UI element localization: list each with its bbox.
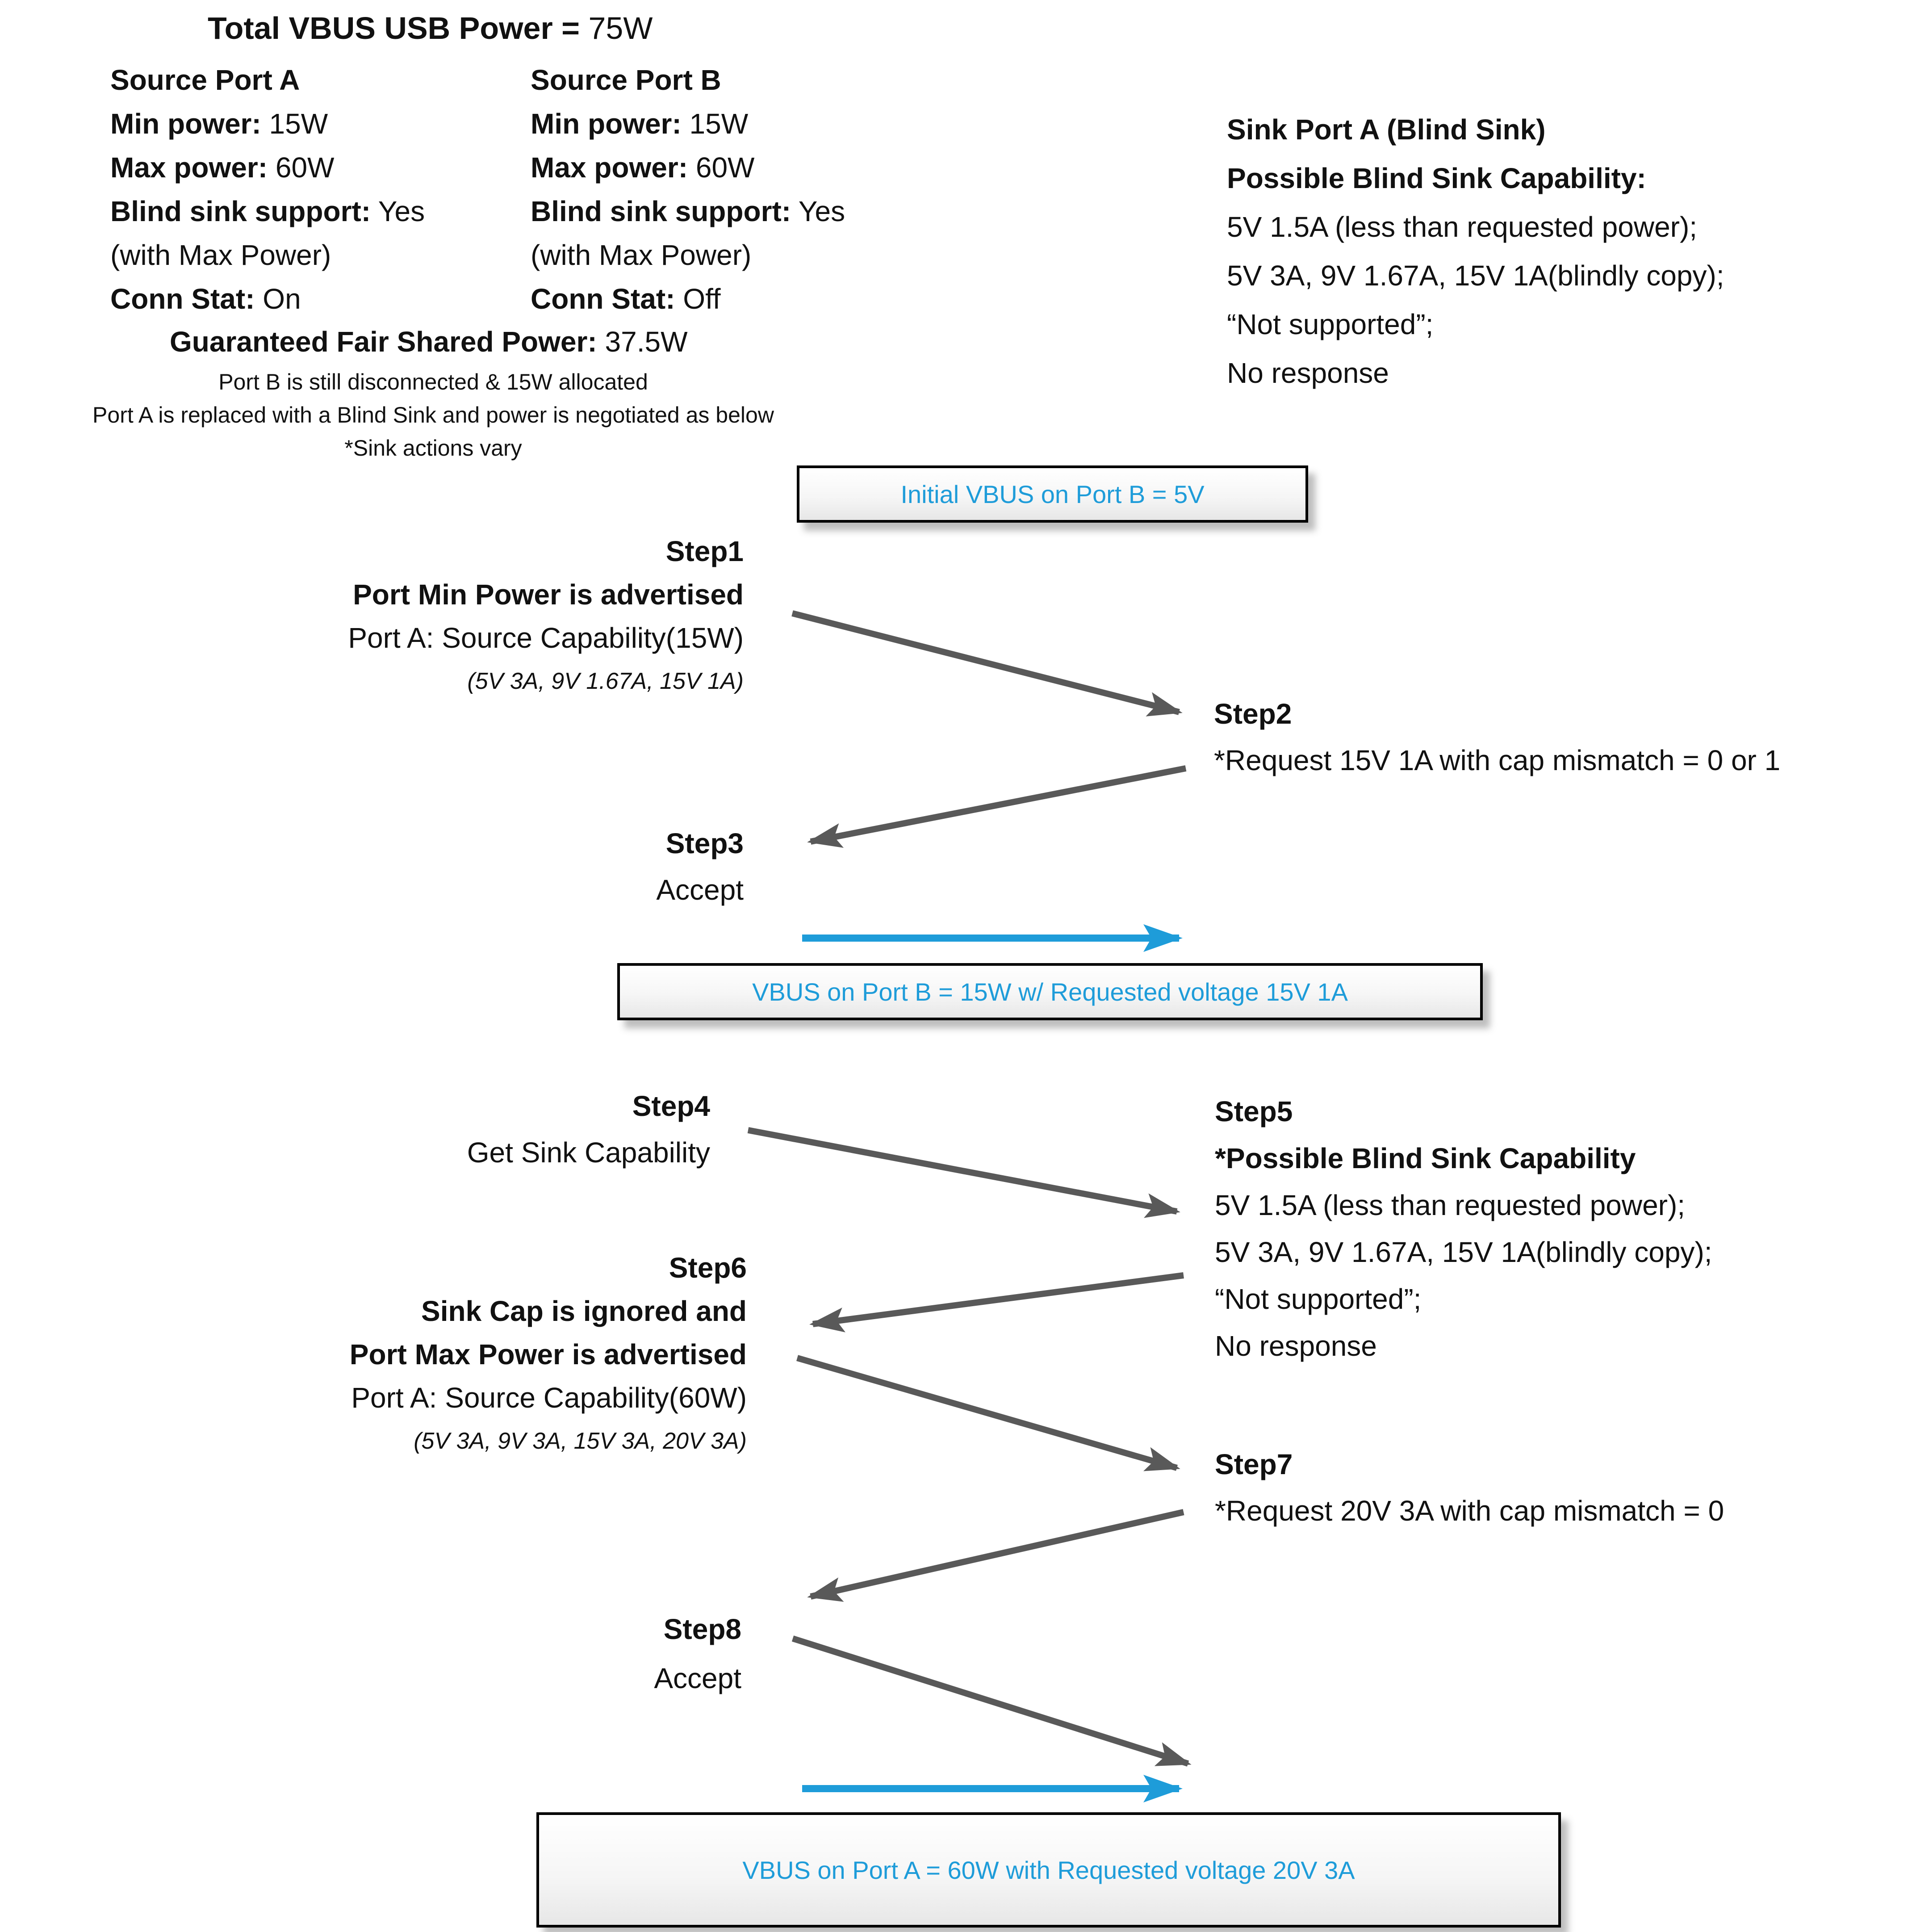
step6-title: Step6: [669, 1252, 747, 1284]
port-a-max-power: Max power: 60W: [110, 151, 335, 184]
arrow-step4-to-step5: [748, 1130, 1177, 1211]
sink-subtitle: Possible Blind Sink Capability:: [1227, 162, 1646, 194]
port-b-blind-sink: Blind sink support: Yes: [531, 195, 845, 227]
step4-line1: Get Sink Capability: [467, 1136, 710, 1169]
banner-initial-vbus: [797, 465, 1308, 523]
arrow-step8-to-accept-result: [793, 1639, 1188, 1764]
sink-title: Sink Port A (Blind Sink): [1227, 113, 1546, 146]
port-b-min-power: Min power: 15W: [531, 108, 749, 140]
note-port-b-disconnected: Port B is still disconnected & 15W allocated: [218, 369, 648, 394]
port-b-conn-stat: Conn Stat: Off: [531, 283, 721, 315]
step5-line1: *Possible Blind Sink Capability: [1215, 1142, 1636, 1174]
sink-port-a-info: [1227, 105, 1724, 398]
step5-title: Step5: [1215, 1095, 1293, 1127]
step1-line2: Port A: Source Capability(15W): [348, 622, 744, 654]
step6-line2: Port Max Power is advertised: [349, 1338, 747, 1370]
step5-line2: 5V 1.5A (less than requested power);: [1215, 1189, 1686, 1221]
step4-block: [467, 1083, 710, 1176]
guaranteed-fair-shared-power: Guaranteed Fair Shared Power: 37.5W: [170, 326, 688, 358]
step6-line1: Sink Cap is ignored and: [421, 1295, 747, 1327]
arrow-step7-to-step8: [811, 1512, 1184, 1597]
port-a-title: Source Port A: [110, 64, 300, 96]
step6-block: [350, 1246, 747, 1463]
sink-cap-option-4: No response: [1227, 357, 1389, 389]
diagram-title: [208, 8, 653, 48]
step1-line3: (5V 3A, 9V 1.67A, 15V 1A): [467, 668, 744, 694]
port-b-max-power: Max power: 60W: [531, 151, 755, 184]
step5-block: [1215, 1088, 1712, 1370]
banner-vbus-port-a: [536, 1812, 1561, 1928]
port-a-blind-sink: Blind sink support: Yes: [110, 195, 425, 227]
title-label: Total VBUS USB Power =: [208, 11, 580, 46]
step1-block: [348, 530, 744, 703]
arrow-step6-to-step7: [797, 1358, 1177, 1468]
step7-title: Step7: [1215, 1448, 1293, 1480]
step4-title: Step4: [632, 1090, 710, 1122]
step6-line3: Port A: Source Capability(60W): [351, 1382, 747, 1414]
port-a-note: (with Max Power): [110, 239, 331, 271]
step7-block: [1215, 1441, 1724, 1534]
sink-cap-option-2: 5V 3A, 9V 1.67A, 15V 1A(blindly copy);: [1227, 260, 1724, 292]
port-a-min-power: Min power: 15W: [110, 108, 328, 140]
step5-line3: 5V 3A, 9V 1.67A, 15V 1A(blindly copy);: [1215, 1236, 1712, 1268]
step2-line1: *Request 15V 1A with cap mismatch = 0 or 1: [1214, 744, 1781, 776]
sink-cap-option-3: “Not supported”;: [1227, 308, 1434, 340]
step5-line5: No response: [1215, 1330, 1377, 1362]
scenario-notes: [0, 365, 866, 465]
arrow-step5-to-step6: [813, 1275, 1184, 1324]
title-value: 75W: [580, 11, 653, 46]
step8-title: Step8: [663, 1613, 741, 1645]
banner-vbus-port-b-text: VBUS on Port B = 15W w/ Requested voltage 15V 1A: [752, 977, 1348, 1006]
banner-vbus-port-a-text: VBUS on Port A = 60W with Requested voltage 20V 3A: [742, 1856, 1355, 1884]
step8-block: [654, 1605, 741, 1703]
source-port-a-info: [110, 58, 425, 321]
note-sink-actions-vary: *Sink actions vary: [344, 436, 522, 461]
source-port-b-info: [531, 58, 845, 321]
step8-line1: Accept: [654, 1662, 741, 1694]
step3-block: [656, 820, 744, 913]
note-port-a-replaced: Port A is replaced with a Blind Sink and power is negotiated as below: [92, 402, 774, 427]
step2-block: [1214, 691, 1780, 784]
port-b-note: (with Max Power): [531, 239, 752, 271]
step6-line4: (5V 3A, 9V 3A, 15V 3A, 20V 3A): [414, 1428, 747, 1454]
step5-line4: “Not supported”;: [1215, 1283, 1422, 1315]
arrow-step1-to-step2: [792, 613, 1179, 712]
sink-cap-option-1: 5V 1.5A (less than requested power);: [1227, 211, 1698, 243]
arrow-step2-to-step3: [811, 768, 1186, 842]
step3-line1: Accept: [656, 874, 744, 906]
port-a-conn-stat: Conn Stat: On: [110, 283, 301, 315]
port-b-title: Source Port B: [531, 64, 721, 96]
banner-vbus-port-b: [617, 963, 1483, 1020]
step7-line1: *Request 20V 3A with cap mismatch = 0: [1215, 1495, 1724, 1527]
step2-title: Step2: [1214, 698, 1292, 730]
banner-initial-vbus-text: Initial VBUS on Port B = 5V: [900, 480, 1205, 508]
step3-title: Step3: [665, 827, 744, 859]
step1-line1: Port Min Power is advertised: [353, 578, 744, 611]
step1-title: Step1: [665, 535, 744, 567]
